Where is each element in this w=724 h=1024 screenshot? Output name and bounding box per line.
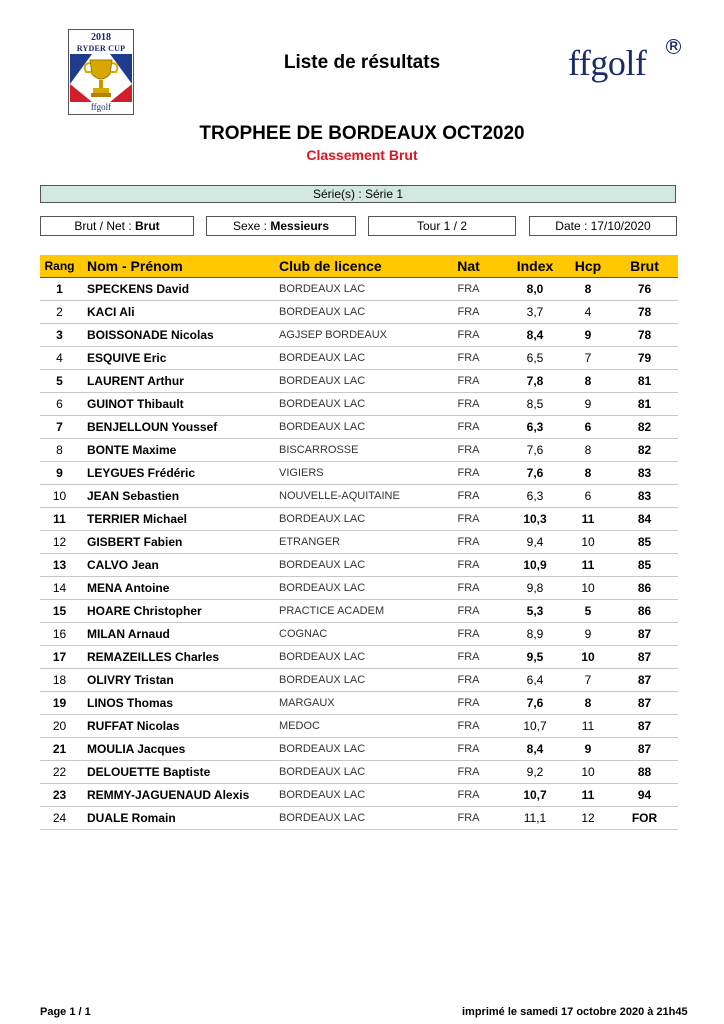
table-row xyxy=(40,577,678,600)
footer-page-number: Page 1 / 1 xyxy=(40,1006,91,1018)
cell-brut: 87 xyxy=(611,738,678,761)
cell-index: 10,7 xyxy=(505,784,565,807)
cell-brut: 87 xyxy=(611,669,678,692)
cell-index: 7,6 xyxy=(505,439,565,462)
cell-brut: 83 xyxy=(611,462,678,485)
cell-hcp: 7 xyxy=(565,669,611,692)
table-row xyxy=(40,393,678,416)
brut-net-box xyxy=(40,216,194,236)
cell-rang: 7 xyxy=(40,416,79,439)
cell-rang: 19 xyxy=(40,692,79,715)
table-row xyxy=(40,669,678,692)
cell-rang: 22 xyxy=(40,761,79,784)
table-row xyxy=(40,508,678,531)
table-row xyxy=(40,784,678,807)
ranking-type: Classement Brut xyxy=(306,147,418,163)
cell-index: 9,8 xyxy=(505,577,565,600)
cell-hcp: 11 xyxy=(565,715,611,738)
cell-nat: FRA xyxy=(432,669,505,692)
cell-brut: 94 xyxy=(611,784,678,807)
cell-hcp: 10 xyxy=(565,761,611,784)
cell-rang: 10 xyxy=(40,485,79,508)
results-body xyxy=(40,278,678,830)
header-brut: Brut xyxy=(611,255,678,278)
cell-brut: 82 xyxy=(611,416,678,439)
cell-hcp: 10 xyxy=(565,531,611,554)
ryder-cup-logo-ffgolf: ffgolf xyxy=(90,102,112,112)
ffgolf-logo-text: ffgolf xyxy=(568,43,647,83)
cell-nom: KACI Ali xyxy=(79,301,275,324)
cell-club: BORDEAUX LAC xyxy=(275,554,432,577)
cell-rang: 8 xyxy=(40,439,79,462)
cell-club: NOUVELLE-AQUITAINE xyxy=(275,485,432,508)
cell-nom: RUFFAT Nicolas xyxy=(79,715,275,738)
table-row xyxy=(40,807,678,830)
cell-club: MARGAUX xyxy=(275,692,432,715)
cell-rang: 14 xyxy=(40,577,79,600)
cell-club: COGNAC xyxy=(275,623,432,646)
cell-nom: TERRIER Michael xyxy=(79,508,275,531)
cell-rang: 13 xyxy=(40,554,79,577)
cell-index: 7,6 xyxy=(505,462,565,485)
cell-club: BORDEAUX LAC xyxy=(275,301,432,324)
cell-club: BORDEAUX LAC xyxy=(275,738,432,761)
header-nom: Nom - Prénom xyxy=(79,255,275,278)
header-nat: Nat xyxy=(432,255,505,278)
footer-print-date: imprimé le samedi 17 octobre 2020 à 21h45 xyxy=(462,1006,688,1018)
cell-brut: 81 xyxy=(611,393,678,416)
cell-brut: 86 xyxy=(611,600,678,623)
cell-rang: 20 xyxy=(40,715,79,738)
sexe-value: Messieurs xyxy=(270,219,330,233)
cell-index: 8,5 xyxy=(505,393,565,416)
cell-hcp: 8 xyxy=(565,370,611,393)
cell-index: 11,1 xyxy=(505,807,565,830)
cell-brut: FOR xyxy=(611,807,678,830)
cell-index: 8,4 xyxy=(505,738,565,761)
table-row xyxy=(40,301,678,324)
table-row xyxy=(40,623,678,646)
cell-hcp: 10 xyxy=(565,577,611,600)
table-row xyxy=(40,554,678,577)
cell-hcp: 8 xyxy=(565,462,611,485)
cell-index: 6,3 xyxy=(505,416,565,439)
cell-rang: 9 xyxy=(40,462,79,485)
cell-club: BORDEAUX LAC xyxy=(275,784,432,807)
table-row xyxy=(40,439,678,462)
ryder-cup-logo-year: 2018 xyxy=(91,32,111,43)
cell-index: 6,3 xyxy=(505,485,565,508)
sexe-label: Sexe : xyxy=(232,219,267,233)
cell-nat: FRA xyxy=(432,577,505,600)
cell-hcp: 9 xyxy=(565,324,611,347)
cell-nat: FRA xyxy=(432,738,505,761)
cell-hcp: 8 xyxy=(565,692,611,715)
cell-rang: 12 xyxy=(40,531,79,554)
date-box: Date : 17/10/2020 xyxy=(529,216,677,236)
cell-nat: FRA xyxy=(432,278,505,301)
cell-index: 10,9 xyxy=(505,554,565,577)
cell-brut: 84 xyxy=(611,508,678,531)
cell-hcp: 11 xyxy=(565,554,611,577)
cell-rang: 5 xyxy=(40,370,79,393)
cell-club: BORDEAUX LAC xyxy=(275,347,432,370)
cell-nom: BOISSONADE Nicolas xyxy=(79,324,275,347)
brut-net-label: Brut / Net : xyxy=(74,219,132,233)
cell-index: 7,6 xyxy=(505,692,565,715)
cell-nom: DUALE Romain xyxy=(79,807,275,830)
cell-index: 6,4 xyxy=(505,669,565,692)
header-hcp: Hcp xyxy=(565,255,611,278)
cell-club: BORDEAUX LAC xyxy=(275,807,432,830)
cell-nom: MOULIA Jacques xyxy=(79,738,275,761)
table-row xyxy=(40,692,678,715)
registered-mark-icon: R xyxy=(666,39,681,54)
cell-index: 10,3 xyxy=(505,508,565,531)
table-row xyxy=(40,485,678,508)
cell-nat: FRA xyxy=(432,324,505,347)
cell-nat: FRA xyxy=(432,715,505,738)
series-bar: Série(s) : Série 1 xyxy=(40,185,676,203)
ffgolf-logo xyxy=(568,39,678,84)
cell-club: ETRANGER xyxy=(275,531,432,554)
cell-hcp: 10 xyxy=(565,646,611,669)
cell-nom: REMAZEILLES Charles xyxy=(79,646,275,669)
cell-nom: BONTE Maxime xyxy=(79,439,275,462)
tour-box: Tour 1 / 2 xyxy=(368,216,516,236)
cell-nom: GISBERT Fabien xyxy=(79,531,275,554)
table-row xyxy=(40,738,678,761)
cell-index: 8,4 xyxy=(505,324,565,347)
cell-nat: FRA xyxy=(432,485,505,508)
cell-index: 3,7 xyxy=(505,301,565,324)
cell-brut: 85 xyxy=(611,531,678,554)
cell-club: BORDEAUX LAC xyxy=(275,646,432,669)
event-title: TROPHEE DE BORDEAUX OCT2020 xyxy=(199,123,525,144)
cell-nom: SPECKENS David xyxy=(79,278,275,301)
table-row xyxy=(40,416,678,439)
cell-nat: FRA xyxy=(432,807,505,830)
ryder-cup-logo-name: RYDER CUP xyxy=(76,44,126,53)
cell-nat: FRA xyxy=(432,761,505,784)
cell-club: BORDEAUX LAC xyxy=(275,370,432,393)
cell-index: 7,8 xyxy=(505,370,565,393)
cell-hcp: 8 xyxy=(565,439,611,462)
cell-nat: FRA xyxy=(432,416,505,439)
cell-nom: OLIVRY Tristan xyxy=(79,669,275,692)
cell-nat: FRA xyxy=(432,692,505,715)
table-row xyxy=(40,715,678,738)
cell-club: BORDEAUX LAC xyxy=(275,577,432,600)
cell-index: 8,0 xyxy=(505,278,565,301)
cell-hcp: 9 xyxy=(565,393,611,416)
table-header-row xyxy=(40,255,678,278)
header-club: Club de licence xyxy=(275,255,432,278)
cell-nat: FRA xyxy=(432,301,505,324)
header-index: Index xyxy=(505,255,565,278)
sexe-box xyxy=(206,216,356,236)
cell-rang: 24 xyxy=(40,807,79,830)
cell-nom: REMMY-JAGUENAUD Alexis xyxy=(79,784,275,807)
cell-rang: 23 xyxy=(40,784,79,807)
brut-net-value: Brut xyxy=(135,219,160,233)
cell-club: VIGIERS xyxy=(275,462,432,485)
table-row xyxy=(40,531,678,554)
table-row xyxy=(40,324,678,347)
cell-club: BORDEAUX LAC xyxy=(275,761,432,784)
cell-rang: 18 xyxy=(40,669,79,692)
cell-rang: 1 xyxy=(40,278,79,301)
cell-nom: LAURENT Arthur xyxy=(79,370,275,393)
cell-nom: LINOS Thomas xyxy=(79,692,275,715)
cell-nom: JEAN Sebastien xyxy=(79,485,275,508)
cell-index: 10,7 xyxy=(505,715,565,738)
cell-hcp: 8 xyxy=(565,278,611,301)
cell-brut: 76 xyxy=(611,278,678,301)
cell-index: 9,4 xyxy=(505,531,565,554)
cell-brut: 86 xyxy=(611,577,678,600)
cell-club: BORDEAUX LAC xyxy=(275,669,432,692)
cell-rang: 3 xyxy=(40,324,79,347)
cell-nom: GUINOT Thibault xyxy=(79,393,275,416)
cell-hcp: 9 xyxy=(565,738,611,761)
cell-nat: FRA xyxy=(432,347,505,370)
cell-hcp: 6 xyxy=(565,485,611,508)
cell-brut: 87 xyxy=(611,623,678,646)
cell-brut: 87 xyxy=(611,715,678,738)
cell-nat: FRA xyxy=(432,508,505,531)
cell-brut: 83 xyxy=(611,485,678,508)
cell-index: 6,5 xyxy=(505,347,565,370)
cell-brut: 85 xyxy=(611,554,678,577)
cell-index: 5,3 xyxy=(505,600,565,623)
cell-club: BORDEAUX LAC xyxy=(275,416,432,439)
cell-hcp: 4 xyxy=(565,301,611,324)
table-row xyxy=(40,370,678,393)
cell-nom: HOARE Christopher xyxy=(79,600,275,623)
cell-club: BISCARROSSE xyxy=(275,439,432,462)
cell-nat: FRA xyxy=(432,393,505,416)
cell-club: AGJSEP BORDEAUX xyxy=(275,324,432,347)
table-row xyxy=(40,278,678,301)
cell-rang: 17 xyxy=(40,646,79,669)
cell-rang: 11 xyxy=(40,508,79,531)
cell-rang: 4 xyxy=(40,347,79,370)
cell-rang: 21 xyxy=(40,738,79,761)
cell-hcp: 6 xyxy=(565,416,611,439)
cell-nat: FRA xyxy=(432,554,505,577)
cell-nat: FRA xyxy=(432,531,505,554)
cell-brut: 79 xyxy=(611,347,678,370)
cell-hcp: 9 xyxy=(565,623,611,646)
cell-brut: 82 xyxy=(611,439,678,462)
cell-nom: LEYGUES Frédéric xyxy=(79,462,275,485)
header-rang: Rang xyxy=(40,255,79,278)
cell-brut: 78 xyxy=(611,301,678,324)
table-row xyxy=(40,347,678,370)
cell-hcp: 11 xyxy=(565,508,611,531)
cell-nat: FRA xyxy=(432,600,505,623)
cell-brut: 81 xyxy=(611,370,678,393)
cell-hcp: 5 xyxy=(565,600,611,623)
results-table xyxy=(40,255,678,830)
table-row xyxy=(40,761,678,784)
cell-nom: ESQUIVE Eric xyxy=(79,347,275,370)
cell-nat: FRA xyxy=(432,784,505,807)
cell-nat: FRA xyxy=(432,439,505,462)
cell-nat: FRA xyxy=(432,623,505,646)
cell-nat: FRA xyxy=(432,462,505,485)
cell-nom: DELOUETTE Baptiste xyxy=(79,761,275,784)
cell-club: PRACTICE ACADEM xyxy=(275,600,432,623)
cell-index: 8,9 xyxy=(505,623,565,646)
cell-rang: 15 xyxy=(40,600,79,623)
cell-hcp: 7 xyxy=(565,347,611,370)
cell-rang: 2 xyxy=(40,301,79,324)
cell-nom: MILAN Arnaud xyxy=(79,623,275,646)
table-row xyxy=(40,646,678,669)
cell-club: BORDEAUX LAC xyxy=(275,508,432,531)
cell-brut: 87 xyxy=(611,692,678,715)
cell-hcp: 12 xyxy=(565,807,611,830)
cell-club: BORDEAUX LAC xyxy=(275,393,432,416)
cell-hcp: 11 xyxy=(565,784,611,807)
cell-index: 9,5 xyxy=(505,646,565,669)
cell-brut: 88 xyxy=(611,761,678,784)
table-row xyxy=(40,600,678,623)
cell-nom: CALVO Jean xyxy=(79,554,275,577)
cell-rang: 6 xyxy=(40,393,79,416)
cell-index: 9,2 xyxy=(505,761,565,784)
cell-nom: MENA Antoine xyxy=(79,577,275,600)
cell-brut: 87 xyxy=(611,646,678,669)
table-row xyxy=(40,462,678,485)
document-title: Liste de résultats xyxy=(283,52,441,73)
cell-nat: FRA xyxy=(432,370,505,393)
cell-nom: BENJELLOUN Youssef xyxy=(79,416,275,439)
cell-club: MEDOC xyxy=(275,715,432,738)
cell-nat: FRA xyxy=(432,646,505,669)
cell-club: BORDEAUX LAC xyxy=(275,278,432,301)
cell-brut: 78 xyxy=(611,324,678,347)
cell-rang: 16 xyxy=(40,623,79,646)
